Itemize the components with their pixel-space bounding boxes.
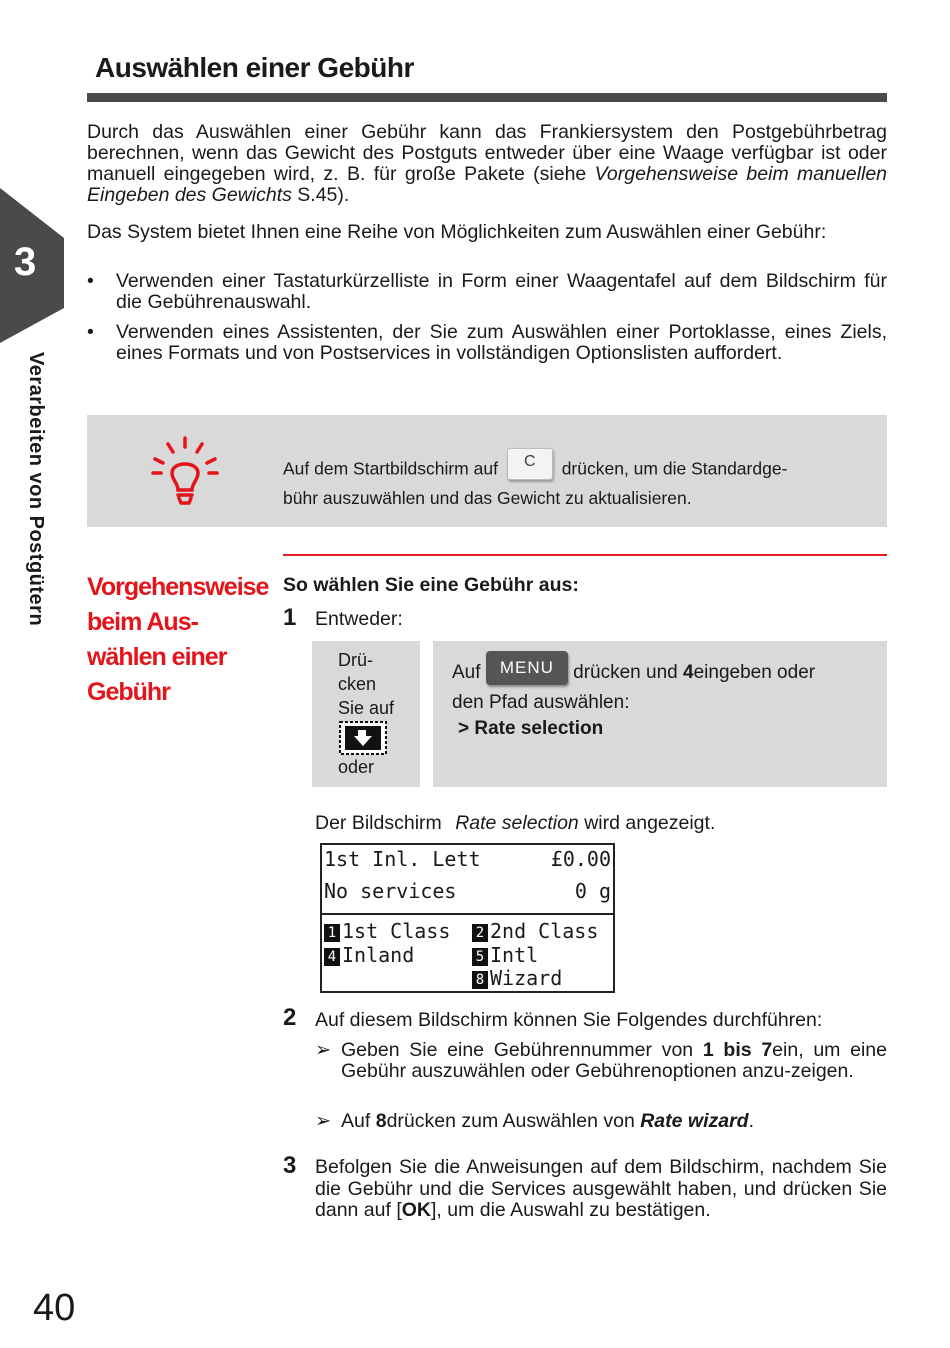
lcd-option <box>324 919 450 943</box>
page-title: Auswählen einer Gebühr <box>95 52 414 83</box>
intro-cross-reference: Vorgehensweise beim manuellen Eingeben des Gewichts <box>87 163 888 206</box>
procedure-heading <box>87 570 272 710</box>
lcd-option-number: 4 <box>324 948 340 966</box>
tip-text-b: drücken, um die Standardge- <box>561 458 788 479</box>
lcd-option-number: 8 <box>472 971 488 989</box>
option-box-right-text <box>452 656 872 742</box>
tip-text <box>283 454 873 511</box>
intro-text-a: Durch das Auswählen einer Gebühr kann das Frankiersystem den Postgebührbetrag berechnen, wenn das Gewicht des Postguts entweder über eine Waage verfügbar ist oder manuell eingegeben wird, z. B. für große Pakete (siehe <box>87 121 887 185</box>
lcd-amount: £0.00 <box>550 847 611 871</box>
intro-paragraph-1 <box>87 122 887 206</box>
arrow-icon: ➢ <box>315 1039 332 1061</box>
option-box-left-text <box>338 648 394 720</box>
screen-caption-b: wird angezeigt. <box>584 812 716 834</box>
sub2-text-b: drücken zum Auswählen von <box>386 1110 635 1132</box>
screen-caption-a: Der Bildschirm <box>315 812 442 834</box>
lcd-option <box>472 966 562 990</box>
lcd-divider <box>322 913 613 915</box>
left-box-line: Drü- <box>338 650 373 670</box>
procedure-heading-line: beim Aus- <box>87 608 198 636</box>
intro-paragraph-2: Das System bietet Ihnen eine Reihe von Möglichkeiten zum Auswählen einer Gebühr: <box>87 221 827 243</box>
sub2-text-a: Auf <box>341 1110 371 1132</box>
sub2-text-c: . <box>748 1110 755 1132</box>
postage-stamp-icon <box>338 720 388 756</box>
lcd-services: No services <box>324 879 457 903</box>
sub-item <box>315 1111 887 1132</box>
tip-text-a: Auf dem Startbildschirm auf <box>283 458 498 479</box>
left-box-line: cken <box>338 674 377 694</box>
list-item <box>87 322 887 364</box>
right-box-text-c: eingeben oder <box>693 662 816 684</box>
right-box-text-d: den Pfad auswählen: <box>452 692 630 713</box>
c-key: C <box>507 448 553 480</box>
step-heading: So wählen Sie eine Gebühr aus: <box>283 574 579 596</box>
lcd-option-number: 1 <box>324 924 340 942</box>
lcd-rate-name: 1st Inl. Lett <box>324 847 481 871</box>
lcd-option-label: 2nd Class <box>490 919 599 943</box>
list-item-text: Verwenden einer Tastaturkürzelliste in Form einer Waagentafel auf dem Bildschirm für die Gebührenauswahl. <box>116 270 887 313</box>
right-box-text-a: Auf <box>452 662 481 684</box>
sub-item-text <box>341 1111 887 1132</box>
step-2-text: Auf diesem Bildschirm können Sie Folgendes durchführen: <box>315 1009 823 1031</box>
step-number-3: 3 <box>283 1152 297 1179</box>
chapter-side-label <box>20 352 50 687</box>
procedure-heading-line: wählen einer <box>87 643 227 671</box>
step-3-text <box>315 1157 887 1222</box>
step-number-1: 1 <box>283 604 297 631</box>
section-rule <box>283 554 887 556</box>
sub1-bold: 1 bis 7 <box>702 1039 773 1061</box>
screen-name: Rate selection <box>455 812 579 834</box>
left-box-oder: oder <box>338 757 375 777</box>
lcd-option-label: 1st Class <box>342 919 451 943</box>
lightbulb-icon <box>150 435 220 507</box>
intro-text-b: S.45). <box>291 184 350 206</box>
right-box-number: 4 <box>683 662 694 684</box>
step-number-2: 2 <box>283 1004 297 1031</box>
ok-key-label: OK <box>401 1199 431 1221</box>
lcd-option-label: Inland <box>342 943 415 967</box>
step3-text-a: Befolgen Sie die Anweisungen auf dem Bildschirm, nachdem Sie die Gebühr und die Services ausgewählt haben, und drücken Sie dann auf [ <box>315 1156 887 1221</box>
sub2-bold-italic: Rate wizard <box>640 1110 749 1132</box>
procedure-heading-line: Vorgehensweise <box>87 573 269 601</box>
sub-item-text <box>341 1040 887 1082</box>
procedure-heading-line: Gebühr <box>87 678 170 706</box>
lcd-option-number: 5 <box>472 948 488 966</box>
lcd-option <box>472 919 598 943</box>
lcd-option-label: Intl <box>490 943 539 967</box>
step3-text-b: ], um die Auswahl zu bestätigen. <box>431 1199 711 1221</box>
chapter-number: 3 <box>14 240 37 284</box>
arrow-icon: ➢ <box>315 1110 332 1132</box>
title-rule <box>87 93 887 102</box>
menu-key: MENU <box>486 651 568 685</box>
lcd-weight: 0 g <box>574 879 611 903</box>
step-1-text: Entweder: <box>315 608 403 630</box>
lcd-option-label: Wizard <box>490 966 563 990</box>
lcd-screen <box>320 843 615 993</box>
sub1-text-b: ein, um eine Gebühr auszuwählen oder Gebührenoptionen anzu-zeigen. <box>341 1039 887 1082</box>
bullet-marker: • <box>87 321 94 343</box>
page-number: 40 <box>33 1287 76 1329</box>
tip-text-c: bühr auszuwählen und das Gewicht zu aktualisieren. <box>283 488 692 508</box>
screen-caption <box>315 812 715 835</box>
sub2-bold: 8 <box>375 1110 387 1132</box>
sub1-text-a: Geben Sie eine Gebührennummer von <box>341 1039 694 1061</box>
left-box-line: Sie auf <box>338 698 395 718</box>
chapter-label-text: Verarbeiten von Postgütern <box>25 352 47 627</box>
menu-path: > Rate selection <box>458 718 604 739</box>
list-item <box>87 271 887 313</box>
lcd-option-number: 2 <box>472 924 488 942</box>
right-box-text-b: drücken und <box>573 662 678 684</box>
bullet-marker: • <box>87 270 94 292</box>
lcd-option <box>324 943 414 967</box>
list-item-text: Verwenden eines Assistenten, der Sie zum Auswählen einer Portoklasse, eines Ziels, eines Formats und von Postservices in vollständigen Optionslisten auffordert. <box>116 321 887 364</box>
sub-item <box>315 1040 887 1082</box>
lcd-option <box>472 943 538 967</box>
